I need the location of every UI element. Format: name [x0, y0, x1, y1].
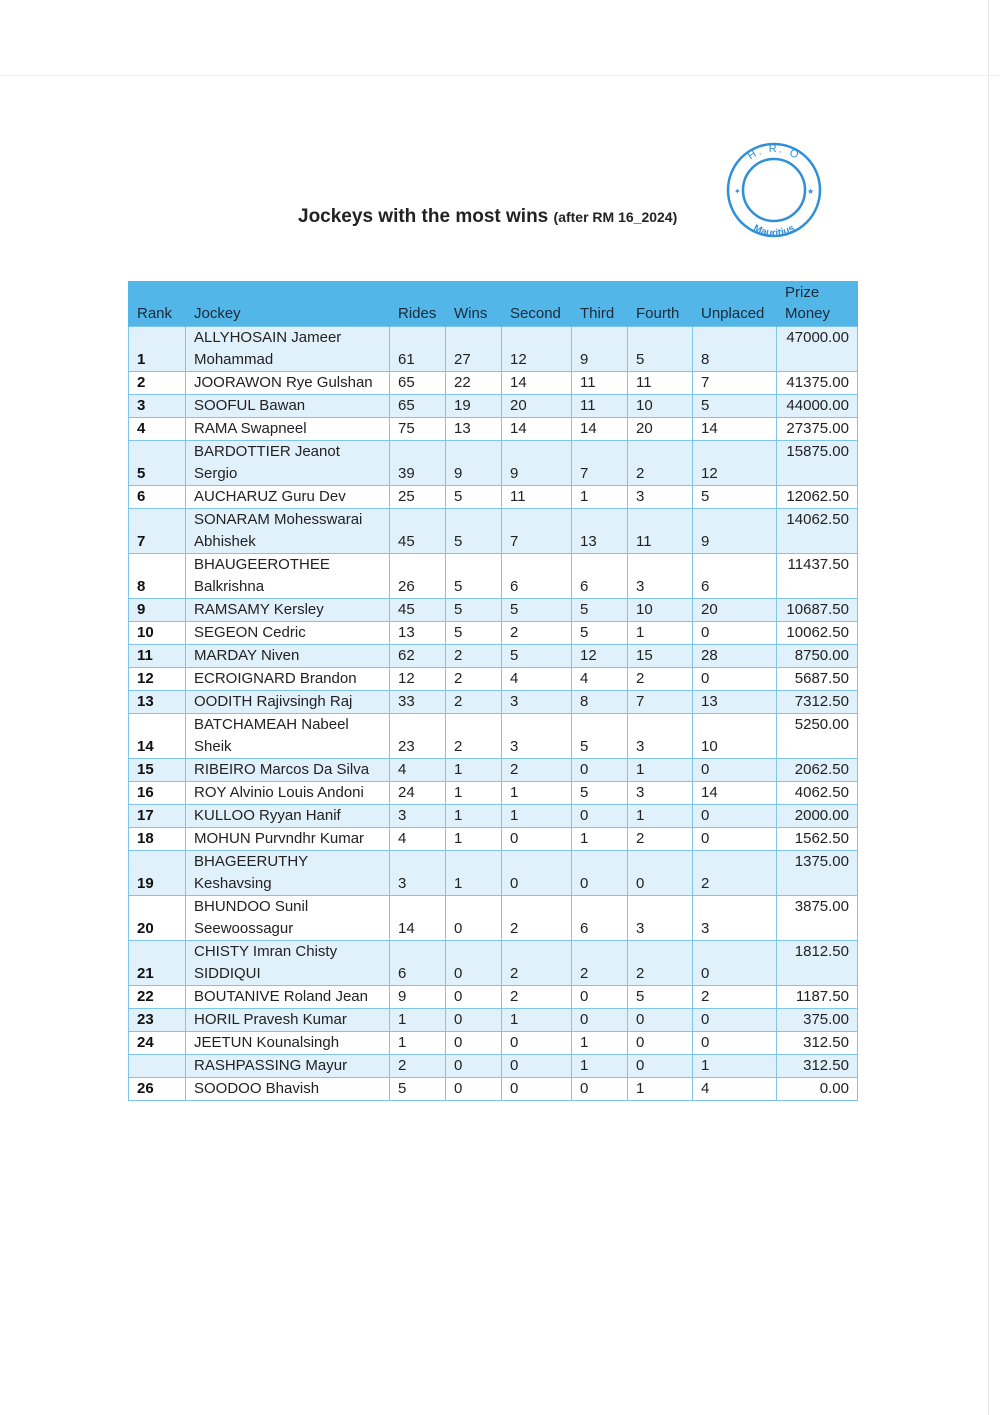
- rank-cell: 13: [129, 691, 186, 714]
- jockey-cell: BHAUGEEROTHEE Balkrishna: [186, 554, 390, 599]
- jockey-cell: BHAGEERUTHY Keshavsing: [186, 851, 390, 896]
- fourth-cell: 0: [628, 1032, 693, 1055]
- wins-cell: 9: [446, 441, 502, 486]
- rides-cell: 65: [390, 395, 446, 418]
- unplaced-cell: 0: [693, 622, 777, 645]
- fourth-cell: 2: [628, 941, 693, 986]
- col-second: Second: [502, 281, 572, 327]
- unplaced-cell: 0: [693, 1009, 777, 1032]
- rank-cell: 17: [129, 805, 186, 828]
- second-cell: 1: [502, 1009, 572, 1032]
- table-row: [129, 599, 858, 622]
- svg-text:✦: ✦: [734, 187, 741, 196]
- table-row: [129, 622, 858, 645]
- rank-cell: 15: [129, 759, 186, 782]
- second-cell: 2: [502, 896, 572, 941]
- fourth-cell: 5: [628, 327, 693, 372]
- unplaced-cell: 8: [693, 327, 777, 372]
- jockey-cell: SONARAM Mohesswarai Abhishek: [186, 509, 390, 554]
- prize-money-cell: 1187.50: [777, 986, 858, 1009]
- prize-money-cell: 47000.00: [777, 327, 858, 372]
- table-row: [129, 1009, 858, 1032]
- prize-money-cell: 312.50: [777, 1055, 858, 1078]
- unplaced-cell: 13: [693, 691, 777, 714]
- table-row: [129, 327, 858, 372]
- table-body: [129, 327, 858, 1101]
- second-cell: 6: [502, 554, 572, 599]
- third-cell: 2: [572, 941, 628, 986]
- stamp-bottom-text: Mauritius: [751, 222, 797, 240]
- rides-cell: 33: [390, 691, 446, 714]
- jockey-cell: ECROIGNARD Brandon: [186, 668, 390, 691]
- third-cell: 1: [572, 1055, 628, 1078]
- second-cell: 9: [502, 441, 572, 486]
- table-row: [129, 691, 858, 714]
- wins-cell: 0: [446, 896, 502, 941]
- rides-cell: 45: [390, 509, 446, 554]
- wins-cell: 13: [446, 418, 502, 441]
- table-row: [129, 1078, 858, 1101]
- prize-money-cell: 8750.00: [777, 645, 858, 668]
- rides-cell: 23: [390, 714, 446, 759]
- jockey-cell: HORIL Pravesh Kumar: [186, 1009, 390, 1032]
- table-row: [129, 668, 858, 691]
- second-cell: 0: [502, 1032, 572, 1055]
- unplaced-cell: 0: [693, 1032, 777, 1055]
- second-cell: 2: [502, 759, 572, 782]
- table-row: [129, 759, 858, 782]
- fourth-cell: 1: [628, 759, 693, 782]
- third-cell: 6: [572, 896, 628, 941]
- rides-cell: 6: [390, 941, 446, 986]
- rank-cell: 3: [129, 395, 186, 418]
- third-cell: 0: [572, 1078, 628, 1101]
- third-cell: 5: [572, 782, 628, 805]
- table-row: [129, 1055, 858, 1078]
- jockey-cell: MOHUN Purvndhr Kumar: [186, 828, 390, 851]
- third-cell: 11: [572, 395, 628, 418]
- rank-cell: 9: [129, 599, 186, 622]
- prize-money-cell: 1812.50: [777, 941, 858, 986]
- col-rides: Rides: [390, 281, 446, 327]
- unplaced-cell: 20: [693, 599, 777, 622]
- second-cell: 2: [502, 622, 572, 645]
- page-edge-top: [0, 75, 1000, 76]
- col-prize-money: [777, 281, 858, 327]
- page-title: [298, 206, 677, 228]
- wins-cell: 1: [446, 759, 502, 782]
- second-cell: 12: [502, 327, 572, 372]
- table-row: [129, 941, 858, 986]
- table-row: [129, 1032, 858, 1055]
- third-cell: 7: [572, 441, 628, 486]
- fourth-cell: 3: [628, 782, 693, 805]
- col-jockey: Jockey: [186, 281, 390, 327]
- prize-money-cell: 5687.50: [777, 668, 858, 691]
- prize-money-cell: 14062.50: [777, 509, 858, 554]
- second-cell: 0: [502, 828, 572, 851]
- third-cell: 12: [572, 645, 628, 668]
- second-cell: 14: [502, 418, 572, 441]
- second-cell: 1: [502, 805, 572, 828]
- jockey-cell: BATCHAMEAH Nabeel Sheik: [186, 714, 390, 759]
- jockey-cell: RAMSAMY Kersley: [186, 599, 390, 622]
- unplaced-cell: 0: [693, 759, 777, 782]
- prize-money-cell: 44000.00: [777, 395, 858, 418]
- jockey-cell: JEETUN Kounalsingh: [186, 1032, 390, 1055]
- jockey-cell: AUCHARUZ Guru Dev: [186, 486, 390, 509]
- second-cell: 3: [502, 714, 572, 759]
- table-row: [129, 554, 858, 599]
- prize-money-cell: 2062.50: [777, 759, 858, 782]
- prize-money-cell: 12062.50: [777, 486, 858, 509]
- rank-cell: 20: [129, 896, 186, 941]
- rank-cell: 1: [129, 327, 186, 372]
- rides-cell: 3: [390, 805, 446, 828]
- wins-cell: 1: [446, 828, 502, 851]
- wins-cell: 0: [446, 1078, 502, 1101]
- fourth-cell: 0: [628, 851, 693, 896]
- wins-cell: 2: [446, 691, 502, 714]
- table-row: [129, 418, 858, 441]
- rides-cell: 2: [390, 1055, 446, 1078]
- table-row: [129, 441, 858, 486]
- fourth-cell: 5: [628, 986, 693, 1009]
- col-unplaced: Unplaced: [693, 281, 777, 327]
- unplaced-cell: 10: [693, 714, 777, 759]
- fourth-cell: 1: [628, 805, 693, 828]
- fourth-cell: 2: [628, 668, 693, 691]
- third-cell: 0: [572, 1009, 628, 1032]
- rank-cell: 22: [129, 986, 186, 1009]
- prize-money-cell: 41375.00: [777, 372, 858, 395]
- third-cell: 5: [572, 714, 628, 759]
- fourth-cell: 1: [628, 1078, 693, 1101]
- wins-cell: 0: [446, 986, 502, 1009]
- second-cell: 1: [502, 782, 572, 805]
- second-cell: 5: [502, 599, 572, 622]
- third-cell: 5: [572, 599, 628, 622]
- table-row: [129, 896, 858, 941]
- jockey-cell: SEGEON Cedric: [186, 622, 390, 645]
- rides-cell: 26: [390, 554, 446, 599]
- unplaced-cell: 14: [693, 782, 777, 805]
- unplaced-cell: 0: [693, 668, 777, 691]
- unplaced-cell: 0: [693, 828, 777, 851]
- prize-money-cell: 7312.50: [777, 691, 858, 714]
- rides-cell: 24: [390, 782, 446, 805]
- jockey-cell: BHUNDOO Sunil Seewoossagur: [186, 896, 390, 941]
- fourth-cell: 10: [628, 395, 693, 418]
- rank-cell: 19: [129, 851, 186, 896]
- jockey-cell: RAMA Swapneel: [186, 418, 390, 441]
- prize-money-cell: 27375.00: [777, 418, 858, 441]
- prize-money-cell: 4062.50: [777, 782, 858, 805]
- jockey-cell: KULLOO Ryyan Hanif: [186, 805, 390, 828]
- unplaced-cell: 7: [693, 372, 777, 395]
- stamp-top-text: H. R. O: [745, 142, 803, 163]
- rides-cell: 65: [390, 372, 446, 395]
- rides-cell: 62: [390, 645, 446, 668]
- table-row: [129, 782, 858, 805]
- second-cell: 14: [502, 372, 572, 395]
- rank-cell: 2: [129, 372, 186, 395]
- wins-cell: 19: [446, 395, 502, 418]
- fourth-cell: 10: [628, 599, 693, 622]
- fourth-cell: 3: [628, 554, 693, 599]
- table-row: [129, 395, 858, 418]
- wins-cell: 5: [446, 599, 502, 622]
- wins-cell: 2: [446, 668, 502, 691]
- prize-money-cell: 3875.00: [777, 896, 858, 941]
- second-cell: 2: [502, 941, 572, 986]
- third-cell: 8: [572, 691, 628, 714]
- second-cell: 7: [502, 509, 572, 554]
- fourth-cell: 15: [628, 645, 693, 668]
- rank-cell: 14: [129, 714, 186, 759]
- wins-cell: 1: [446, 782, 502, 805]
- unplaced-cell: 1: [693, 1055, 777, 1078]
- rank-cell: 23: [129, 1009, 186, 1032]
- unplaced-cell: 5: [693, 395, 777, 418]
- wins-cell: 5: [446, 509, 502, 554]
- col-rank: Rank: [129, 281, 186, 327]
- jockey-cell: SOOFUL Bawan: [186, 395, 390, 418]
- jockeys-table: [128, 281, 858, 1101]
- rides-cell: 75: [390, 418, 446, 441]
- third-cell: 0: [572, 851, 628, 896]
- prize-money-cell: 312.50: [777, 1032, 858, 1055]
- wins-cell: 0: [446, 1055, 502, 1078]
- jockey-cell: JOORAWON Rye Gulshan: [186, 372, 390, 395]
- unplaced-cell: 9: [693, 509, 777, 554]
- fourth-cell: 2: [628, 441, 693, 486]
- col-third: Third: [572, 281, 628, 327]
- second-cell: 5: [502, 645, 572, 668]
- third-cell: 1: [572, 486, 628, 509]
- rides-cell: 13: [390, 622, 446, 645]
- third-cell: 11: [572, 372, 628, 395]
- fourth-cell: 11: [628, 509, 693, 554]
- table-row: [129, 805, 858, 828]
- svg-text:★: ★: [807, 187, 815, 196]
- wins-cell: 1: [446, 851, 502, 896]
- second-cell: 3: [502, 691, 572, 714]
- third-cell: 6: [572, 554, 628, 599]
- jockey-cell: MARDAY Niven: [186, 645, 390, 668]
- rank-cell: 16: [129, 782, 186, 805]
- third-cell: 0: [572, 805, 628, 828]
- rank-cell: 11: [129, 645, 186, 668]
- jockey-cell: RASHPASSING Mayur: [186, 1055, 390, 1078]
- wins-cell: 5: [446, 486, 502, 509]
- wins-cell: 0: [446, 1032, 502, 1055]
- wins-cell: 2: [446, 714, 502, 759]
- rides-cell: 25: [390, 486, 446, 509]
- table-row: [129, 714, 858, 759]
- fourth-cell: 7: [628, 691, 693, 714]
- rank-cell: 26: [129, 1078, 186, 1101]
- second-cell: 20: [502, 395, 572, 418]
- rank-cell: 24: [129, 1032, 186, 1055]
- title-subtitle: (after RM 16_2024): [553, 209, 678, 225]
- page-edge-right: [988, 0, 989, 1415]
- wins-cell: 5: [446, 622, 502, 645]
- rank-cell: 4: [129, 418, 186, 441]
- second-cell: 0: [502, 851, 572, 896]
- rides-cell: 61: [390, 327, 446, 372]
- prize-money-cell: 11437.50: [777, 554, 858, 599]
- col-prize-money-line2: Money: [785, 305, 831, 322]
- unplaced-cell: 5: [693, 486, 777, 509]
- jockey-cell: ROY Alvinio Louis Andoni: [186, 782, 390, 805]
- unplaced-cell: 4: [693, 1078, 777, 1101]
- third-cell: 0: [572, 986, 628, 1009]
- rides-cell: 39: [390, 441, 446, 486]
- unplaced-cell: 2: [693, 986, 777, 1009]
- fourth-cell: 0: [628, 1055, 693, 1078]
- fourth-cell: 1: [628, 622, 693, 645]
- jockey-cell: CHISTY Imran Chisty SIDDIQUI: [186, 941, 390, 986]
- table-row: [129, 509, 858, 554]
- table-header-row: [129, 281, 858, 327]
- second-cell: 0: [502, 1078, 572, 1101]
- prize-money-cell: 10687.50: [777, 599, 858, 622]
- third-cell: 13: [572, 509, 628, 554]
- rides-cell: 9: [390, 986, 446, 1009]
- unplaced-cell: 12: [693, 441, 777, 486]
- rides-cell: 12: [390, 668, 446, 691]
- rides-cell: 14: [390, 896, 446, 941]
- hro-stamp-icon: [722, 140, 826, 240]
- wins-cell: 5: [446, 554, 502, 599]
- second-cell: 11: [502, 486, 572, 509]
- rank-cell: 12: [129, 668, 186, 691]
- unplaced-cell: 3: [693, 896, 777, 941]
- rides-cell: 45: [390, 599, 446, 622]
- title-main: Jockeys with the most wins: [298, 206, 549, 227]
- rides-cell: 4: [390, 759, 446, 782]
- table-row: [129, 986, 858, 1009]
- fourth-cell: 0: [628, 1009, 693, 1032]
- unplaced-cell: 2: [693, 851, 777, 896]
- rank-cell: 10: [129, 622, 186, 645]
- fourth-cell: 20: [628, 418, 693, 441]
- third-cell: 5: [572, 622, 628, 645]
- prize-money-cell: 1562.50: [777, 828, 858, 851]
- table-row: [129, 851, 858, 896]
- jockey-cell: BOUTANIVE Roland Jean: [186, 986, 390, 1009]
- rank-cell: 6: [129, 486, 186, 509]
- rank-cell: 8: [129, 554, 186, 599]
- rides-cell: 1: [390, 1032, 446, 1055]
- prize-money-cell: 375.00: [777, 1009, 858, 1032]
- svg-text:Mauritius: [751, 223, 796, 239]
- second-cell: 4: [502, 668, 572, 691]
- table-row: [129, 372, 858, 395]
- fourth-cell: 3: [628, 486, 693, 509]
- unplaced-cell: 6: [693, 554, 777, 599]
- rank-cell: [129, 1055, 186, 1078]
- jockey-cell: ALLYHOSAIN Jameer Mohammad: [186, 327, 390, 372]
- table-row: [129, 486, 858, 509]
- fourth-cell: 3: [628, 714, 693, 759]
- rides-cell: 1: [390, 1009, 446, 1032]
- wins-cell: 22: [446, 372, 502, 395]
- wins-cell: 27: [446, 327, 502, 372]
- jockey-cell: SOODOO Bhavish: [186, 1078, 390, 1101]
- rides-cell: 4: [390, 828, 446, 851]
- jockey-cell: BARDOTTIER Jeanot Sergio: [186, 441, 390, 486]
- wins-cell: 2: [446, 645, 502, 668]
- wins-cell: 0: [446, 1009, 502, 1032]
- wins-cell: 0: [446, 941, 502, 986]
- prize-money-cell: 0.00: [777, 1078, 858, 1101]
- rank-cell: 5: [129, 441, 186, 486]
- unplaced-cell: 14: [693, 418, 777, 441]
- col-wins: Wins: [446, 281, 502, 327]
- second-cell: 2: [502, 986, 572, 1009]
- table-row: [129, 645, 858, 668]
- rank-cell: 7: [129, 509, 186, 554]
- rank-cell: 18: [129, 828, 186, 851]
- prize-money-cell: 1375.00: [777, 851, 858, 896]
- rides-cell: 3: [390, 851, 446, 896]
- prize-money-cell: 2000.00: [777, 805, 858, 828]
- third-cell: 1: [572, 828, 628, 851]
- rides-cell: 5: [390, 1078, 446, 1101]
- jockey-cell: OODITH Rajivsingh Raj: [186, 691, 390, 714]
- fourth-cell: 3: [628, 896, 693, 941]
- third-cell: 14: [572, 418, 628, 441]
- rank-cell: 21: [129, 941, 186, 986]
- third-cell: 1: [572, 1032, 628, 1055]
- col-fourth: Fourth: [628, 281, 693, 327]
- wins-cell: 1: [446, 805, 502, 828]
- prize-money-cell: 15875.00: [777, 441, 858, 486]
- table-row: [129, 828, 858, 851]
- second-cell: 0: [502, 1055, 572, 1078]
- prize-money-cell: 10062.50: [777, 622, 858, 645]
- third-cell: 4: [572, 668, 628, 691]
- third-cell: 0: [572, 759, 628, 782]
- col-prize-money-line1: Prize: [785, 284, 820, 301]
- prize-money-cell: 5250.00: [777, 714, 858, 759]
- unplaced-cell: 0: [693, 805, 777, 828]
- jockey-cell: RIBEIRO Marcos Da Silva: [186, 759, 390, 782]
- fourth-cell: 2: [628, 828, 693, 851]
- unplaced-cell: 0: [693, 941, 777, 986]
- fourth-cell: 11: [628, 372, 693, 395]
- third-cell: 9: [572, 327, 628, 372]
- unplaced-cell: 28: [693, 645, 777, 668]
